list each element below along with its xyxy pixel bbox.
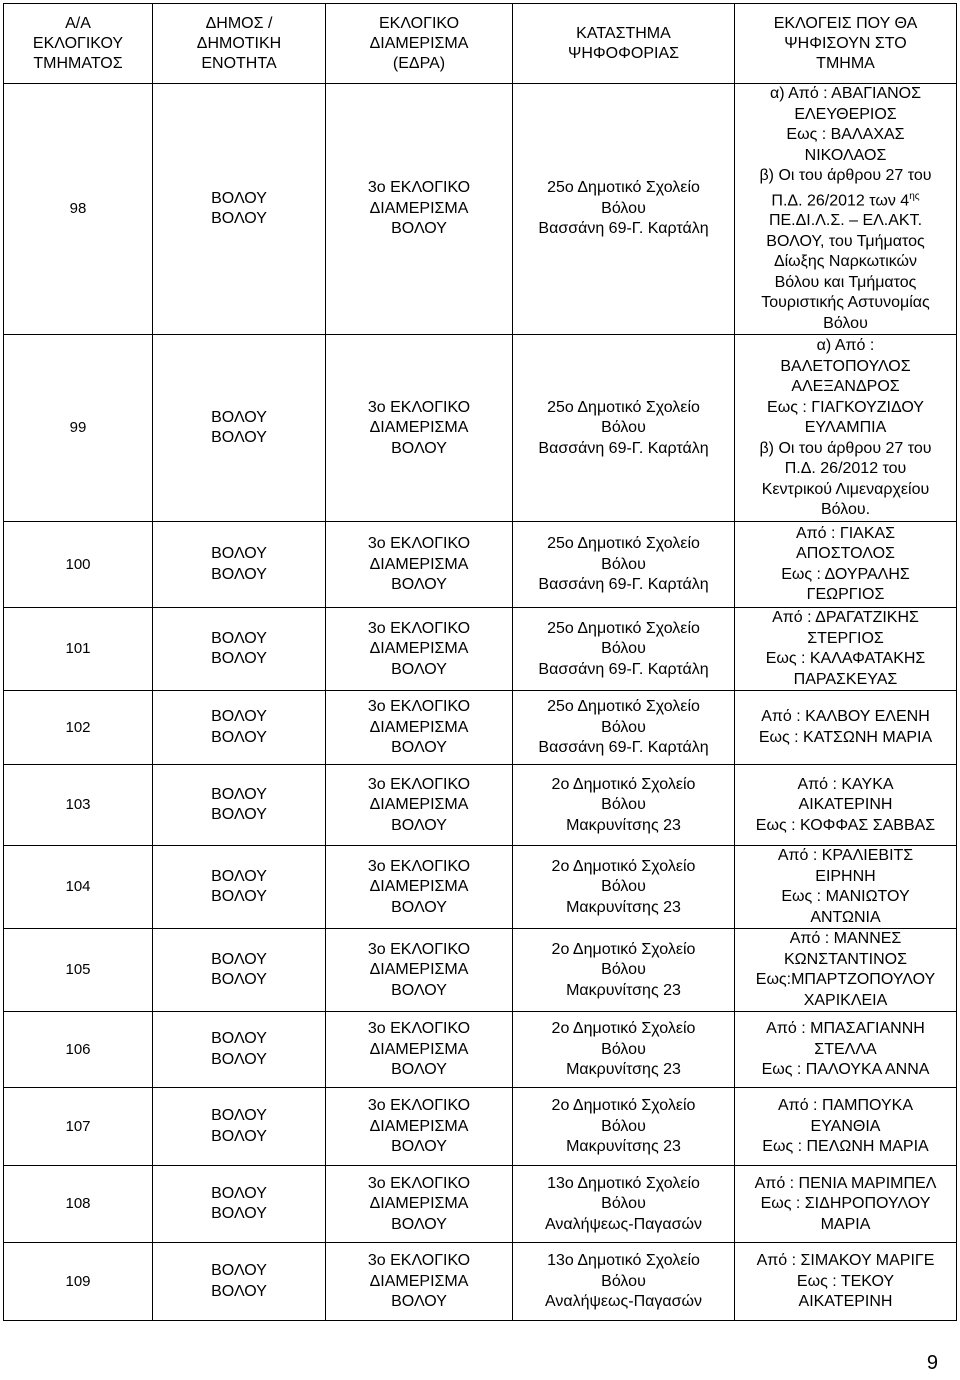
cell-line: ΑΠΟΣΤΟΛΟΣ [796,545,895,563]
cell-line: ΕΛΕΥΘΕΡΙΟΣ [794,105,897,123]
row-number: 100 [4,522,153,608]
cell-line: ΒΟΛΟΥ [211,189,267,207]
cell-line: 3ο ΕΚΛΟΓΙΚΟ [367,1252,471,1270]
cell-line: Εως : ΚΟΦΦΑΣ ΣΑΒΒΑΣ [755,816,936,834]
table-row [4,608,957,691]
cell-line: Βόλου [601,199,646,217]
cell-line: ΒΟΛΟΥ [391,1138,447,1156]
header-col-number [4,4,153,84]
cell-line: Δίωξης Ναρκωτικών [773,253,918,271]
municipality-cell [153,846,326,929]
voters-cell [735,1012,957,1088]
cell-line: β) Οι του άρθρου 27 του [759,167,932,184]
cell-line: ΠΑΡΑΣΚΕΥΑΣ [793,670,898,688]
cell-line: Εως:ΜΠΑΡΤΖΟΠΟΥΛΟΥ [755,971,936,989]
cell-line: (ΕΔΡΑ) [392,54,446,72]
district-cell [326,765,513,846]
cell-line: ΑΙΚΑΤΕΡΙΝΗ [798,1293,893,1311]
table-row [4,335,957,522]
cell-line: ΒΟΛΟΥ [211,545,267,563]
voters-cell [735,765,957,846]
cell-line: Εως : ΣΙΔΗΡΟΠΟΥΛΟΥ [760,1195,931,1213]
cell-line: 3ο ΕΚΛΟΓΙΚΟ [367,619,471,637]
cell-line: Από : ΚΑΛΒΟΥ ΕΛΕΝΗ [761,708,930,726]
cell-line: Εως : ΤΕΚΟΥ [796,1272,895,1290]
cell-line: ΣΤΕΛΛΑ [814,1040,877,1058]
cell-line: Μακρυνίτσης 23 [566,1061,681,1079]
cell-line: ΒΟΛΟΥ [211,1050,267,1068]
cell-line: 25ο Δημοτικό Σχολείο [547,698,700,716]
cell-line: 3ο ΕΚΛΟΓΙΚΟ [367,1097,471,1115]
cell-line: 3ο ΕΚΛΟΓΙΚΟ [367,698,471,716]
municipality-cell [153,1012,326,1088]
cell-line: ΒΟΛΟΥ [211,1282,267,1300]
cell-line: ΧΑΡΙΚΛΕΙΑ [803,991,888,1009]
cell-line: ΒΟΛΟΥ [211,408,267,426]
cell-line: 2ο Δημοτικό Σχολείο [551,857,696,875]
cell-line: Από : ΠΑΜΠΟΥΚΑ [778,1097,913,1115]
cell-line: Βόλου [601,640,646,658]
cell-line: ΔΗΜΟΣ / [205,14,273,32]
voters-cell [735,522,957,608]
cell-line: ΔΙΑΜΕΡΙΣΜΑ [369,1117,469,1135]
cell-line: ΣΤΕΡΓΙΟΣ [807,629,884,647]
cell-line: Βόλου [601,1195,646,1213]
cell-line: Μακρυνίτσης 23 [566,898,681,916]
cell-line: ΓΕΩΡΓΙΟΣ [806,586,885,604]
row-number: 109 [4,1243,153,1321]
cell-line: ΔΙΑΜΕΡΙΣΜΑ [369,199,469,217]
header-col-municipality [153,4,326,84]
municipality-cell [153,1088,326,1166]
municipality-cell [153,608,326,691]
cell-line: ΔΗΜΟΤΙΚΗ [196,34,282,52]
row-number: 101 [4,608,153,691]
cell-line: ΒΟΛΟΥ [211,1205,267,1223]
cell-line: Εως : ΚΑΛΑΦΑΤΑΚΗΣ [765,650,926,668]
cell-line: ΔΙΑΜΕΡΙΣΜΑ [369,419,469,437]
cell-line: ΒΟΛΟΥ [391,1215,447,1233]
cell-line: Εως : ΚΑΤΣΩΝΗ ΜΑΡΙΑ [758,728,933,746]
cell-line: Μακρυνίτσης 23 [566,981,681,999]
cell-line: Βόλου [601,796,646,814]
cell-line: Π.Δ. 26/2012 των $4^{\eta\varsigma}$ [771,190,920,209]
cell-line: ΒΟΛΟΥ [391,660,447,678]
municipality-cell [153,84,326,335]
municipality-cell [153,765,326,846]
station-cell [513,1243,735,1321]
cell-line: Βόλου. [820,501,871,519]
voters-cell [735,846,957,929]
cell-line: Βασσάνη 69-Γ. Καρτάλη [538,220,709,238]
cell-line: ΒΟΛΟΥ [211,888,267,906]
cell-line: 3ο ΕΚΛΟΓΙΚΟ [367,775,471,793]
cell-line: 3ο ΕΚΛΟΓΙΚΟ [367,857,471,875]
cell-line: Από : ΔΡΑΓΑΤΖΙΚΗΣ [772,609,919,627]
district-cell [326,1243,513,1321]
cell-line: ΒΟΛΟΥ [391,1061,447,1079]
cell-line: ΒΑΛΕΤΟΠΟΥΛΟΣ [780,357,911,375]
row-number: 102 [4,691,153,765]
cell-line: Βασσάνη 69-Γ. Καρτάλη [538,576,709,594]
cell-line: ΔΙΑΜΕΡΙΣΜΑ [369,1195,469,1213]
station-cell [513,846,735,929]
row-number: 107 [4,1088,153,1166]
cell-line: α) Από : ΑΒΑΓΙΑΝΟΣ [769,85,922,102]
cell-line: ΒΟΛΟΥ [391,1293,447,1311]
cell-line: ΒΟΛΟΥ [391,220,447,238]
cell-line: Από : ΓΙΑΚΑΣ [795,524,896,542]
cell-line: Βασσάνη 69-Γ. Καρτάλη [538,660,709,678]
table-row [4,691,957,765]
cell-line: Βόλου [601,718,646,736]
district-cell [326,335,513,522]
municipality-cell [153,1166,326,1243]
station-cell [513,1088,735,1166]
voters-cell [735,929,957,1012]
cell-line: ΑΝΤΩΝΙΑ [810,908,881,926]
voters-cell [735,1088,957,1166]
cell-line: Π.Δ. 26/2012 του [784,460,907,478]
cell-line: ΕΚΛΟΓΕΙΣ ΠΟΥ ΘΑ [773,14,918,32]
cell-line: Βασσάνη 69-Γ. Καρτάλη [538,739,709,757]
table-row [4,1012,957,1088]
cell-line: Αναλήψεως-Παγασών [544,1293,703,1311]
cell-line: 3ο ΕΚΛΟΓΙΚΟ [367,1020,471,1038]
cell-line: ΒΟΛΟΥ [211,708,267,726]
polling-table [3,3,957,1321]
cell-line: ΔΙΑΜΕΡΙΣΜΑ [369,555,469,573]
row-number: 108 [4,1166,153,1243]
row-number: 103 [4,765,153,846]
row-number: 98 [4,84,153,335]
table-row [4,1166,957,1243]
district-cell [326,929,513,1012]
cell-line: Μακρυνίτσης 23 [566,816,681,834]
cell-line: 13ο Δημοτικό Σχολείο [547,1174,700,1192]
cell-line: ΕΚΛΟΓΙΚΟΥ [32,34,124,52]
cell-line: 2ο Δημοτικό Σχολείο [551,1097,696,1115]
station-cell [513,1012,735,1088]
cell-line: ΔΙΑΜΕΡΙΣΜΑ [369,34,469,52]
station-cell [513,84,735,335]
cell-line: ΒΟΛΟΥ [211,629,267,647]
station-cell [513,929,735,1012]
cell-line: ΔΙΑΜΕΡΙΣΜΑ [369,718,469,736]
cell-line: ΒΟΛΟΥ [391,981,447,999]
voters-cell [735,84,957,335]
cell-line: ΕΚΛΟΓΙΚΟ [378,14,460,32]
district-cell [326,1012,513,1088]
cell-line: ΒΟΛΟΥ [211,210,267,228]
cell-line: ΔΙΑΜΕΡΙΣΜΑ [369,1040,469,1058]
cell-line: Βόλου [601,961,646,979]
cell-line: ΝΙΚΟΛΑΟΣ [804,146,887,164]
station-cell [513,691,735,765]
district-cell [326,522,513,608]
cell-line: ΔΙΑΜΕΡΙΣΜΑ [369,796,469,814]
row-number: 99 [4,335,153,522]
cell-line: Βόλου [601,1117,646,1135]
row-number: 104 [4,846,153,929]
cell-line: Κεντρικού Λιμεναρχείου [761,480,930,498]
cell-line: Εως : ΠΑΛΟΥΚΑ ΑΝΝΑ [761,1061,930,1079]
cell-line: ΒΟΛΟΥ [211,1184,267,1202]
cell-line: Τουριστικής Αστυνομίας [761,294,930,312]
cell-line: ΜΑΡΙΑ [820,1215,871,1233]
table-row [4,765,957,846]
cell-line: 2ο Δημοτικό Σχολείο [551,1020,696,1038]
cell-line: β) Οι του άρθρου 27 του [759,439,932,457]
cell-line: Από : ΜΑΝΝΕΣ [789,930,902,948]
voters-cell [735,1243,957,1321]
district-cell [326,608,513,691]
cell-line: ΒΟΛΟΥ [211,429,267,447]
cell-line: ΠΕ.ΔΙ.Λ.Σ. – ΕΛ.ΑΚΤ. [768,212,923,230]
station-cell [513,335,735,522]
cell-line: Από : ΣΙΜΑΚΟΥ ΜΑΡΙΓΕ [756,1252,935,1270]
station-cell [513,608,735,691]
cell-line: 3ο ΕΚΛΟΓΙΚΟ [367,535,471,553]
cell-line: Βόλου [823,314,868,332]
voters-cell [735,335,957,522]
cell-line: ΒΟΛΟΥ [211,950,267,968]
cell-line: 2ο Δημοτικό Σχολείο [551,775,696,793]
cell-line: ΑΙΚΑΤΕΡΙΝΗ [798,796,893,814]
cell-line: ΕΝΟΤΗΤΑ [201,54,277,72]
cell-line: Εως : ΔΟΥΡΑΛΗΣ [781,565,910,583]
page-number: 9 [926,1352,938,1374]
voters-cell [735,691,957,765]
row-number: 105 [4,929,153,1012]
cell-line: Βόλου [601,878,646,896]
district-cell [326,691,513,765]
municipality-cell [153,522,326,608]
cell-line: Αναλήψεως-Παγασών [544,1215,703,1233]
cell-line: ΒΟΛΟΥ [211,1262,267,1280]
district-cell [326,84,513,335]
cell-line: ΒΟΛΟΥ [211,971,267,989]
cell-line: 25ο Δημοτικό Σχολείο [547,398,700,416]
cell-line: Βόλου [601,1040,646,1058]
cell-line: Βόλου [601,1272,646,1290]
cell-line: Από : ΜΠΑΣΑΓΙΑΝΝΗ [766,1020,925,1038]
cell-line: ΒΟΛΟΥ [211,867,267,885]
cell-line: ΑΛΕΞΑΝΔΡΟΣ [791,378,900,396]
table-row [4,1243,957,1321]
cell-line: ΒΟΛΟΥ [211,806,267,824]
voters-cell [735,608,957,691]
cell-line: ΕΥΑΝΘΙΑ [810,1117,881,1135]
table-row [4,846,957,929]
cell-line: ΒΟΛΟΥ [211,1030,267,1048]
cell-line: ΚΑΤΑΣΤΗΜΑ [576,24,671,42]
row-number: 106 [4,1012,153,1088]
cell-line: Εως : ΜΑΝΙΩΤΟΥ [781,888,910,906]
cell-line: ΒΟΛΟΥ [391,439,447,457]
district-cell [326,846,513,929]
cell-line: ΒΟΛΟΥ [391,576,447,594]
table-row [4,1088,957,1166]
table-row [4,84,957,335]
municipality-cell [153,929,326,1012]
cell-line: ΔΙΑΜΕΡΙΣΜΑ [369,1272,469,1290]
cell-line: Εως : ΠΕΛΩΝΗ ΜΑΡΙΑ [762,1138,929,1156]
district-cell [326,1088,513,1166]
cell-line: Βόλου [601,419,646,437]
table-row [4,522,957,608]
station-cell [513,522,735,608]
cell-line: ΔΙΑΜΕΡΙΣΜΑ [369,640,469,658]
cell-line: Βασσάνη 69-Γ. Καρτάλη [538,439,709,457]
cell-line: ΒΟΛΟΥ [211,728,267,746]
cell-line: 25ο Δημοτικό Σχολείο [547,535,700,553]
cell-line: Βόλου [601,555,646,573]
cell-line: α) Από : [816,337,875,355]
cell-line: ΔΙΑΜΕΡΙΣΜΑ [369,878,469,896]
cell-line: Από : ΚΑΥΚΑ [797,775,894,793]
cell-line: ΒΟΛΟΥ [211,1127,267,1145]
cell-line: ΤΜΗΜΑΤΟΣ [33,54,123,72]
cell-line: ΨΗΦΙΣΟΥΝ ΣΤΟ [784,34,907,52]
cell-line: Από : ΚΡΑΛΙΕΒΙΤΣ [777,847,914,865]
cell-line: ΒΟΛΟΥ [211,650,267,668]
cell-line: ΔΙΑΜΕΡΙΣΜΑ [369,961,469,979]
cell-line: 3ο ΕΚΛΟΓΙΚΟ [367,940,471,958]
cell-line: ΒΟΛΟΥ [391,816,447,834]
cell-line: ΤΜΗΜΑ [816,54,875,72]
voters-cell [735,1166,957,1243]
station-cell [513,765,735,846]
cell-line: 3ο ΕΚΛΟΓΙΚΟ [367,179,471,197]
cell-line: Εως : ΓΙΑΓΚΟΥΖΙΔΟΥ [767,398,924,416]
cell-line: 13ο Δημοτικό Σχολείο [547,1252,700,1270]
cell-line: ΒΟΛΟΥ [391,739,447,757]
municipality-cell [153,335,326,522]
cell-line: 3ο ΕΚΛΟΓΙΚΟ [367,1174,471,1192]
cell-line: Α/Α [65,14,91,32]
cell-line: ΕΥΛΑΜΠΙΑ [804,419,887,437]
cell-line: 25ο Δημοτικό Σχολείο [547,179,700,197]
cell-line: ΒΟΛΟΥ [211,785,267,803]
municipality-cell [153,1243,326,1321]
cell-line: Από : ΠΕΝΙΑ ΜΑΡΙΜΠΕΛ [754,1174,937,1192]
cell-line: Εως : ΒΑΛΑΧΑΣ [786,126,905,143]
cell-line: 3ο ΕΚΛΟΓΙΚΟ [367,398,471,416]
header-col-station [513,4,735,84]
cell-line: ΒΟΛΟΥ [211,1107,267,1125]
superscript: ης [909,190,920,202]
cell-line: ΒΟΛΟΥ [391,898,447,916]
municipality-cell [153,691,326,765]
cell-line: ΒΟΛΟΥ [211,565,267,583]
cell-line: 25ο Δημοτικό Σχολείο [547,619,700,637]
station-cell [513,1166,735,1243]
cell-line: ΒΟΛΟΥ, του Τμήματος [766,232,925,250]
cell-line: ΨΗΦΟΦΟΡΙΑΣ [567,44,680,62]
district-cell [326,1166,513,1243]
header-col-voters [735,4,957,84]
cell-line: Βόλου και Τμήματος [774,273,917,291]
table-row [4,929,957,1012]
cell-line: 2ο Δημοτικό Σχολείο [551,940,696,958]
table-header-row [4,4,957,84]
cell-line: ΚΩΝΣΤΑΝΤΙΝΟΣ [784,950,907,968]
header-col-district [326,4,513,84]
cell-line: ΕΙΡΗΝΗ [815,867,876,885]
cell-line: Μακρυνίτσης 23 [566,1138,681,1156]
